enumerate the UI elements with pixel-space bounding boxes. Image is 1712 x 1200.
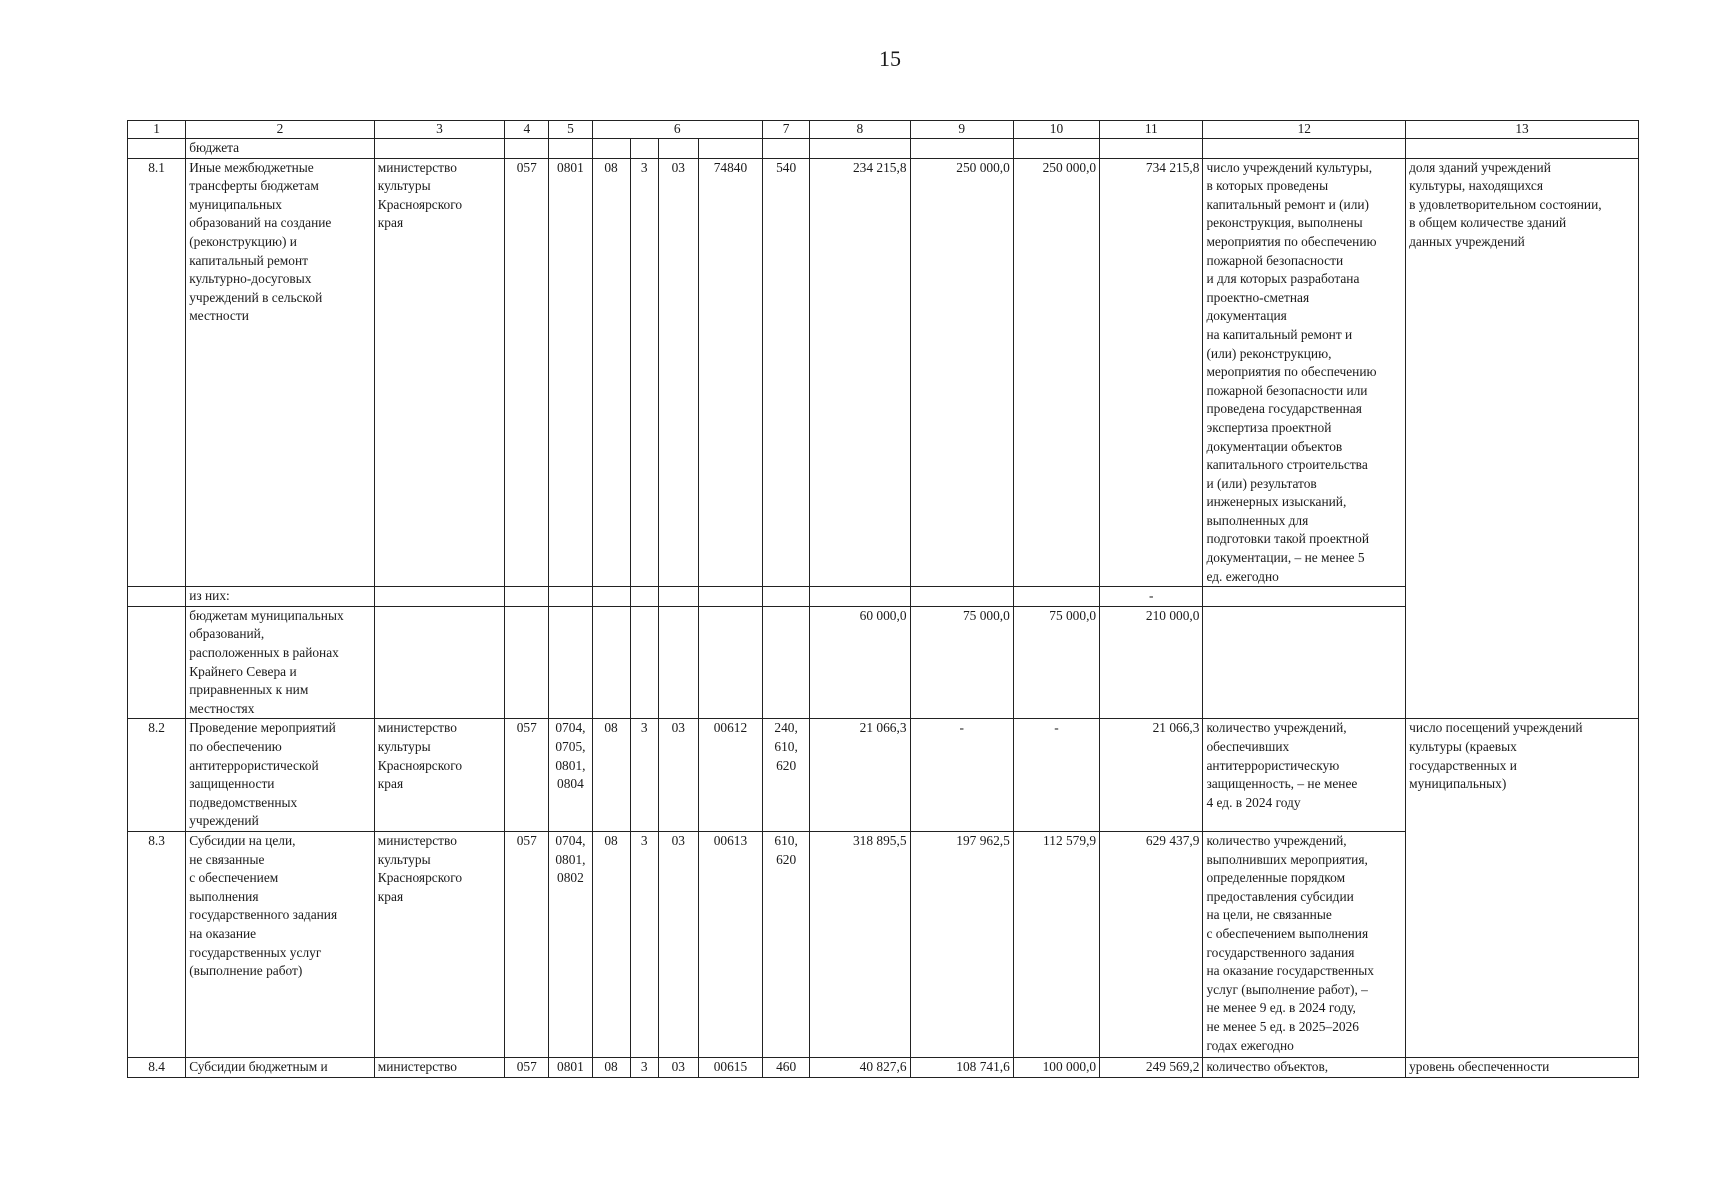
header-row <box>128 121 1639 139</box>
row-rzpr: 0704, 0705, 0801, 0804 <box>549 719 592 832</box>
row-administrator: министерство культуры Красноярского края <box>374 719 504 832</box>
row-2026: 100 000,0 <box>1013 1057 1099 1077</box>
header-cell: 12 <box>1203 121 1406 139</box>
row-2025: 197 962,5 <box>910 831 1013 1057</box>
row-2026: - <box>1013 719 1099 832</box>
row-2024: 318 895,5 <box>810 831 910 1057</box>
row-cs-code: 00612 <box>698 719 762 832</box>
row-id: 8.1 <box>128 158 186 587</box>
row-cs-subprogram: 3 <box>630 1057 658 1077</box>
row-name: Проведение мероприятий по обеспечению антитеррористической защищенности подведомственных учреждений <box>186 719 375 832</box>
row-cs-event: 03 <box>658 719 698 832</box>
row-cs-program: 08 <box>592 158 630 587</box>
row-total-mark: - <box>1100 587 1203 607</box>
row-name: Субсидии бюджетным и <box>186 1057 375 1077</box>
budget-table <box>127 120 1639 1078</box>
row-vr: 240, 610, 620 <box>763 719 810 832</box>
row-administrator: министерство культуры Красноярского края <box>374 158 504 587</box>
row-id: 8.4 <box>128 1057 186 1077</box>
row-cs-code: 00615 <box>698 1057 762 1077</box>
row-label: из них: <box>186 587 375 607</box>
row-result: количество учреждений, обеспечивших антитеррористическую защищенность, – не менее 4 ед. в 2024 году <box>1203 719 1406 832</box>
table-row <box>128 719 1639 832</box>
header-cell: 10 <box>1013 121 1099 139</box>
row-indicator: число посещений учреждений культуры (краевых государственных и муниципальных) <box>1406 719 1639 1058</box>
row-cs-subprogram: 3 <box>630 719 658 832</box>
row-2024: 234 215,8 <box>810 158 910 587</box>
row-total: 21 066,3 <box>1100 719 1203 832</box>
row-id: 8.3 <box>128 831 186 1057</box>
row-2026: 75 000,0 <box>1013 606 1099 719</box>
row-2026: 250 000,0 <box>1013 158 1099 587</box>
row-cs-subprogram: 3 <box>630 158 658 587</box>
row-cs-subprogram: 3 <box>630 831 658 1057</box>
header-cell: 3 <box>374 121 504 139</box>
header-cell: 2 <box>186 121 375 139</box>
header-cell: 11 <box>1100 121 1203 139</box>
row-2024: 40 827,6 <box>810 1057 910 1077</box>
row-indicator: доля зданий учреждений культуры, находящихся в удовлетворительном состоянии, в общем количестве зданий данных учреждений <box>1406 158 1639 719</box>
row-total: 734 215,8 <box>1100 158 1203 587</box>
header-cell: 9 <box>910 121 1013 139</box>
row-vr: 460 <box>763 1057 810 1077</box>
header-cell: 6 <box>592 121 763 139</box>
row-rzpr: 0801 <box>549 158 592 587</box>
row-cs-code: 74840 <box>698 158 762 587</box>
row-cs-program: 08 <box>592 1057 630 1077</box>
row-total: 249 569,2 <box>1100 1057 1203 1077</box>
header-cell: 1 <box>128 121 186 139</box>
row-cs-event: 03 <box>658 1057 698 1077</box>
row-grbs: 057 <box>505 719 549 832</box>
row-administrator: министерство <box>374 1057 504 1077</box>
row-rzpr: 0801 <box>549 1057 592 1077</box>
row-vr: 540 <box>763 158 810 587</box>
row-vr: 610, 620 <box>763 831 810 1057</box>
row-2026: 112 579,9 <box>1013 831 1099 1057</box>
row-grbs: 057 <box>505 831 549 1057</box>
row-name: Иные межбюджетные трансферты бюджетам муниципальных образований на создание (реконструкцию) и капитальный ремонт культурно-досуговых учреждений в сельской местности <box>186 158 375 587</box>
row-name: Субсидии на цели, не связанные с обеспечением выполнения государственного задания на оказание государственных услуг (выполнение работ) <box>186 831 375 1057</box>
row-result: количество учреждений, выполнивших мероприятия, определенные порядком предоставления субсидии на цели, не связанные с обеспечением выполнения государственного задания на оказание государственных услуг (выполнение работ), – не менее 9 ед. в 2024 году, не менее 5 ед. в 2025–2026 годах ежегодно <box>1203 831 1406 1057</box>
continuation-row <box>128 139 1639 159</box>
row-id: 8.2 <box>128 719 186 832</box>
row-name: бюджетам муниципальных образований, расположенных в районах Крайнего Севера и приравненных к ним местностях <box>186 606 375 719</box>
table-row <box>128 1057 1639 1077</box>
row-2025: 250 000,0 <box>910 158 1013 587</box>
row-total: 629 437,9 <box>1100 831 1203 1057</box>
row-2025: 75 000,0 <box>910 606 1013 719</box>
row-2024: 21 066,3 <box>810 719 910 832</box>
header-cell: 13 <box>1406 121 1639 139</box>
header-cell: 5 <box>549 121 592 139</box>
row-result: количество объектов, <box>1203 1057 1406 1077</box>
row-2024: 60 000,0 <box>810 606 910 719</box>
header-cell: 4 <box>505 121 549 139</box>
continuation-text: бюджета <box>186 139 375 159</box>
row-rzpr: 0704, 0801, 0802 <box>549 831 592 1057</box>
header-cell: 8 <box>810 121 910 139</box>
row-indicator: уровень обеспеченности <box>1406 1057 1639 1077</box>
row-cs-event: 03 <box>658 158 698 587</box>
row-cs-event: 03 <box>658 831 698 1057</box>
table-row <box>128 158 1639 587</box>
page-number: 15 <box>879 46 901 71</box>
header-cell: 7 <box>763 121 810 139</box>
row-grbs: 057 <box>505 158 549 587</box>
row-2025: - <box>910 719 1013 832</box>
row-administrator: министерство культуры Красноярского края <box>374 831 504 1057</box>
row-cs-code: 00613 <box>698 831 762 1057</box>
row-2025: 108 741,6 <box>910 1057 1013 1077</box>
row-cs-program: 08 <box>592 719 630 832</box>
row-grbs: 057 <box>505 1057 549 1077</box>
row-total: 210 000,0 <box>1100 606 1203 719</box>
row-result: число учреждений культуры, в которых проведены капитальный ремонт и (или) реконструкция, выполнены мероприятия по обеспечению пожарной безопасности и для которых разработана проектно-сметная документация на капитальный ремонт и (или) реконструкцию, мероприятия по обеспечению пожарной безопасности или проведена государственная экспертиза проектной документации объектов капитального строительства и (или) результатов инженерных изысканий, выполненных для подготовки такой проектной документации, – не менее 5 ед. ежегодно <box>1203 158 1406 587</box>
row-cs-program: 08 <box>592 831 630 1057</box>
